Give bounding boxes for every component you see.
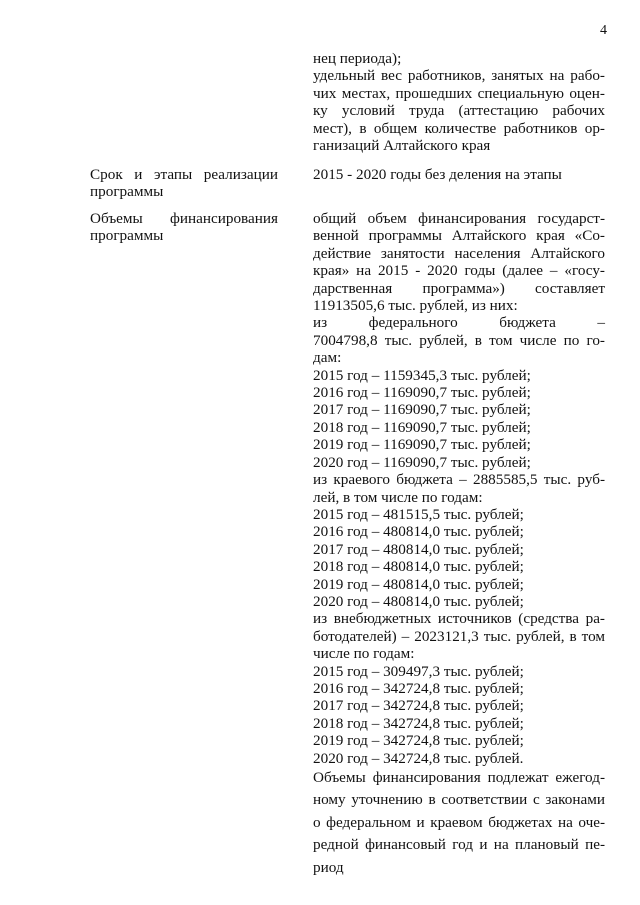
year-line: 2016 год – 480814,0 тыс. рублей; <box>313 523 524 541</box>
year-line: 2017 год – 1169090,7 тыс. рублей; <box>313 401 531 419</box>
text-line: чих местах, прошедших специальную оцен- <box>313 84 605 102</box>
funding-intro <box>313 210 605 314</box>
year-line: 2018 год – 1169090,7 тыс. рублей; <box>313 418 531 436</box>
text-line: 11913505,6 тыс. рублей, из них: <box>313 297 518 315</box>
extrabudgetary-sources <box>313 610 605 767</box>
text-line: лей, в том числе по годам: <box>313 488 483 506</box>
text-line: удельный вес работников, занятых на рабо- <box>313 67 605 85</box>
year-line: 2015 год – 481515,5 тыс. рублей; <box>313 505 524 523</box>
text-line: ному уточнению в соответствии с законами <box>313 791 605 809</box>
text-line: ботодателей) – 2023121,3 тыс. рублей, в том <box>313 627 605 645</box>
top-text-block <box>313 50 605 154</box>
text-line: края» на 2015 - 2020 годы (далее – «госу- <box>313 262 605 280</box>
year-line: 2018 год – 342724,8 тыс. рублей; <box>313 714 524 732</box>
funding-details <box>313 210 605 879</box>
text-line: числе по годам: <box>313 645 415 663</box>
year-line: 2015 год – 309497,3 тыс. рублей; <box>313 662 524 680</box>
year-line: 2020 год – 342724,8 тыс. рублей. <box>313 749 524 767</box>
year-line: 2019 год – 342724,8 тыс. рублей; <box>313 732 524 750</box>
year-line: 2015 год – 1159345,3 тыс. рублей; <box>313 366 531 384</box>
text-line: риод <box>313 858 344 876</box>
text-line: Объемы финансирования подлежат ежегод- <box>313 769 605 786</box>
funding-closing-note <box>313 767 605 879</box>
text-line: мест), в общем количестве работников ор- <box>313 119 605 137</box>
year-line: 2020 год – 1169090,7 тыс. рублей; <box>313 453 531 471</box>
timeline-label <box>90 166 278 201</box>
text-line: редной финансовый год и на плановый пе- <box>313 836 605 854</box>
text-line: дам: <box>313 349 342 367</box>
year-line: 2019 год – 480814,0 тыс. рублей; <box>313 575 524 593</box>
text-line: из федерального бюджета – <box>313 314 605 332</box>
text-line: из краевого бюджета – 2885585,5 тыс. руб- <box>313 471 605 489</box>
year-line: 2019 год – 1169090,7 тыс. рублей; <box>313 436 531 454</box>
text-line: из внебюджетных источников (средства ра- <box>313 610 605 628</box>
text-line: ку условий труда (аттестацию рабочих <box>313 102 605 120</box>
year-line: 2018 год – 480814,0 тыс. рублей; <box>313 558 524 576</box>
regional-budget <box>313 471 605 610</box>
funding-label <box>90 210 278 245</box>
label-line: Срок и этапы реализации <box>90 166 278 183</box>
year-line: 2017 год – 342724,8 тыс. рублей; <box>313 697 524 715</box>
text-line: дарственная программа») составляет <box>313 279 605 297</box>
year-line: 2020 год – 480814,0 тыс. рублей; <box>313 592 524 610</box>
federal-budget <box>313 314 605 471</box>
timeline-value <box>313 166 605 183</box>
text-line: общий объем финансирования государст- <box>313 210 605 227</box>
page-number: 4 <box>600 23 607 38</box>
text-line: ганизаций Алтайского края <box>313 137 491 155</box>
year-line: 2017 год – 480814,0 тыс. рублей; <box>313 540 524 558</box>
timeline-value-text: 2015 - 2020 годы без деления на этапы <box>313 166 562 183</box>
text-line: 7004798,8 тыс. рублей, в том числе по го- <box>313 331 605 349</box>
text-line: венной программы Алтайского края «Со- <box>313 227 605 245</box>
text-line: действие занятости населения Алтайского <box>313 244 605 262</box>
text-line: нец периода); <box>313 50 402 67</box>
year-line: 2016 год – 342724,8 тыс. рублей; <box>313 679 524 697</box>
label-line: Объемы финансирования <box>90 210 278 227</box>
text-line: о федеральном и краевом бюджетах на оче- <box>313 813 605 831</box>
label-line: программы <box>90 183 164 201</box>
label-line: программы <box>90 227 164 245</box>
year-line: 2016 год – 1169090,7 тыс. рублей; <box>313 384 531 402</box>
